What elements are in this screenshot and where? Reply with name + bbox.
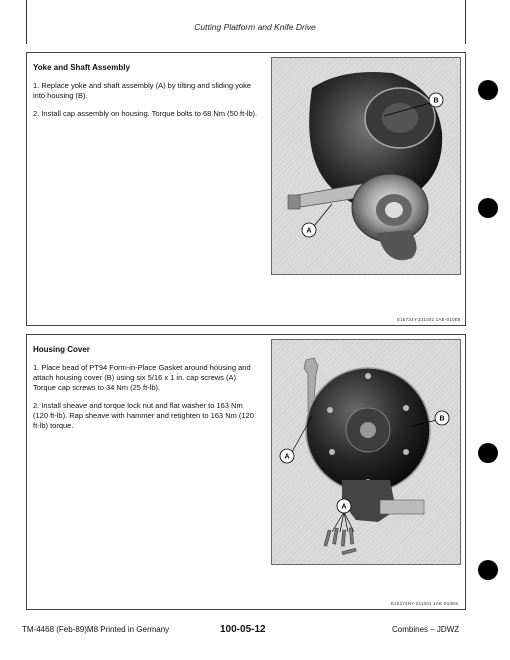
callout-a-screws: A: [341, 503, 347, 511]
figure-ref-code: E15734Y-Z11001 1AE-010E8: [397, 317, 461, 322]
step-2: 2. Install cap assembly on housing. Torque bolts to 68 Nm (50 ft-lb).: [33, 109, 258, 118]
callout-a-left: A: [284, 453, 290, 461]
section-title: Housing Cover: [33, 345, 90, 354]
figure-ref-code: E15174NY-Z11001 1AE-010E8: [391, 601, 459, 606]
page-header-title: Cutting Platform and Knife Drive: [194, 22, 316, 32]
callout-b: B: [433, 97, 439, 105]
section-housing-cover: [26, 334, 466, 610]
binder-hole-2: [478, 198, 498, 218]
step-1: 1. Place bead of PT94 Form-in-Place Gasket around housing and attach housing cover (B) using six 5/16 x 1 in. cap screws (A). Torque cap screws to 34 Nm (25 ft-lb).: [33, 363, 251, 392]
step-1: 1. Replace yoke and shaft assembly (A) by tilting and sliding yoke into housing (B).: [33, 81, 252, 100]
step-2: 2. Install sheave and torque lock nut and flat washer to 163 Nm (120 ft-lb). Rap sheave with hammer and retighten to 163 Nm (120 ft-lb) torque.: [33, 401, 254, 430]
yoke-shaft-illustration: [272, 58, 460, 274]
footer-product: Combines – JDWZ: [392, 625, 460, 634]
section-steps: [33, 363, 258, 439]
section-yoke-shaft: [26, 52, 466, 326]
binder-hole-4: [478, 560, 498, 580]
section-title: Yoke and Shaft Assembly: [33, 63, 130, 72]
housing-cover-illustration: [272, 340, 460, 564]
housing-cover-photo: [271, 339, 461, 565]
yoke-shaft-photo: [271, 57, 461, 275]
binder-hole-3: [478, 443, 498, 463]
binder-hole-1: [478, 80, 498, 100]
section-steps: [33, 81, 258, 127]
footer-page-number: 100-05-12: [220, 624, 266, 635]
callout-a: A: [306, 227, 312, 235]
footer-manual-id: TM-4468 (Feb-89)M8 Printed in Germany: [22, 625, 170, 634]
callout-b: B: [439, 415, 445, 423]
